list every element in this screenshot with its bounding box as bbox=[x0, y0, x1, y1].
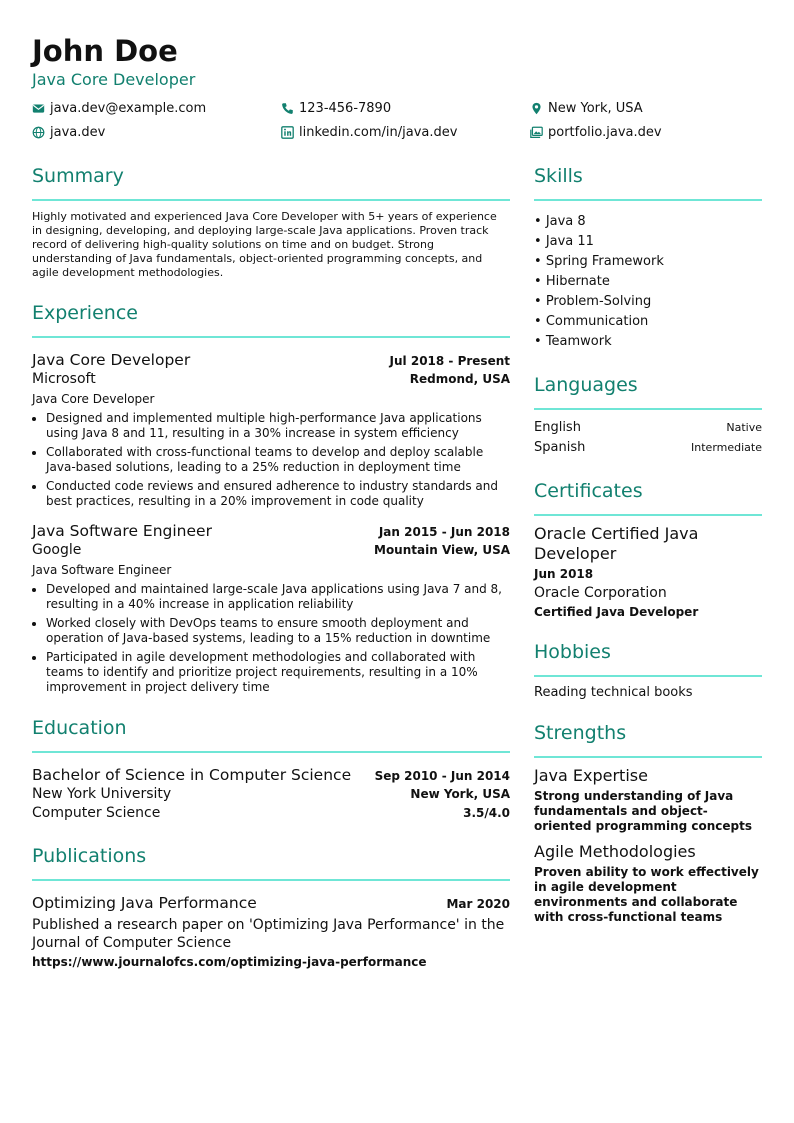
job-bullet: • Participated in agile development methodologies and collaborated with teams to identify and prioritize project requirements, resulting in a 10% improvement in project delivery time bbox=[46, 650, 510, 695]
phone-icon bbox=[281, 102, 294, 115]
language-row bbox=[534, 418, 762, 438]
publication-link[interactable]: https://www.journalofcs.com/optimizing-java-performance bbox=[32, 955, 427, 969]
contact-location bbox=[530, 99, 762, 117]
left-column bbox=[32, 163, 510, 989]
skill-item: • Communication bbox=[534, 312, 762, 332]
right-column bbox=[534, 163, 762, 989]
certificate-issuer: Oracle Corporation bbox=[534, 585, 667, 601]
contact-info bbox=[32, 99, 762, 141]
job-dates: Jul 2018 - Present bbox=[389, 354, 510, 368]
education-heading: Education bbox=[32, 717, 127, 739]
job-bullets bbox=[32, 582, 510, 695]
company-name: Microsoft bbox=[32, 371, 96, 387]
contact-location-text: New York, USA bbox=[548, 100, 643, 116]
publication-description: Published a research paper on 'Optimizing Java Performance' in the Journal of Computer Science bbox=[32, 917, 505, 951]
skills-list bbox=[534, 212, 762, 352]
globe-icon bbox=[32, 126, 45, 139]
contact-linkedin[interactable] bbox=[281, 123, 530, 141]
experience-heading: Experience bbox=[32, 302, 138, 324]
publications-heading: Publications bbox=[32, 845, 147, 867]
languages-heading: Languages bbox=[534, 374, 638, 396]
language-level: Native bbox=[726, 421, 762, 434]
strength-description: Strong understanding of Java fundamentals and object-oriented programming concepts bbox=[534, 789, 753, 833]
job-dates: Jan 2015 - Jun 2018 bbox=[378, 525, 510, 539]
publication-entry bbox=[32, 893, 510, 969]
job-location: Redmond, USA bbox=[409, 372, 510, 386]
school-name: New York University bbox=[32, 786, 172, 802]
skill-item: • Java 8 bbox=[534, 212, 762, 232]
job-bullet: • Worked closely with DevOps teams to ensure smooth deployment and operation of Java-based systems, leading to a 15% reduction in downtime bbox=[46, 616, 510, 646]
job-subtitle: Java Software Engineer bbox=[32, 563, 172, 577]
contact-email[interactable] bbox=[32, 99, 281, 117]
field-of-study: Computer Science bbox=[32, 805, 161, 821]
skill-item: • Java 11 bbox=[534, 232, 762, 252]
contact-phone[interactable] bbox=[281, 99, 530, 117]
section-divider bbox=[32, 336, 510, 338]
certificate-subtitle: Certified Java Developer bbox=[534, 605, 699, 619]
contact-website[interactable] bbox=[32, 123, 281, 141]
section-divider bbox=[534, 408, 762, 410]
location-pin-icon bbox=[530, 102, 543, 115]
education-dates: Sep 2010 - Jun 2014 bbox=[374, 769, 510, 783]
certificate-name: Oracle Certified Java Developer bbox=[534, 524, 699, 563]
job-bullet: • Collaborated with cross-functional teams to develop and deploy scalable Java-based solutions, leading to a 25% reduction in deployment time bbox=[46, 445, 510, 475]
portfolio-image-icon bbox=[530, 126, 543, 139]
publication-title: Optimizing Java Performance bbox=[32, 894, 257, 912]
company-name: Google bbox=[32, 542, 82, 558]
section-divider bbox=[32, 199, 510, 201]
section-divider bbox=[534, 675, 762, 677]
email-icon bbox=[32, 102, 45, 115]
job-location: Mountain View, USA bbox=[374, 543, 510, 557]
strengths-heading: Strengths bbox=[534, 722, 627, 744]
section-divider bbox=[534, 199, 762, 201]
resume-columns bbox=[32, 163, 762, 989]
job-subtitle: Java Core Developer bbox=[32, 392, 155, 406]
skill-item: • Teamwork bbox=[534, 332, 762, 352]
contact-phone-text: 123-456-7890 bbox=[299, 100, 392, 116]
gpa: 3.5/4.0 bbox=[463, 806, 510, 820]
job-bullets bbox=[32, 411, 510, 509]
strength-name: Agile Methodologies bbox=[534, 842, 696, 861]
certificates-section bbox=[534, 478, 762, 619]
degree-name: Bachelor of Science in Computer Science bbox=[32, 766, 352, 784]
strength-name: Java Expertise bbox=[534, 766, 648, 785]
experience-entry bbox=[32, 521, 510, 695]
experience-section bbox=[32, 300, 510, 695]
hobbies-section bbox=[534, 639, 762, 700]
job-bullet: • Designed and implemented multiple high-performance Java applications using Java 8 and 11, resulting in a 30% increase in system efficiency bbox=[46, 411, 510, 441]
strength-description: Proven ability to work effectively in agile development environments and collaborate with cross-functional teams bbox=[534, 865, 759, 924]
language-level: Intermediate bbox=[691, 441, 762, 454]
experience-entry bbox=[32, 350, 510, 509]
hobby-item: Reading technical books bbox=[534, 685, 693, 700]
summary-heading: Summary bbox=[32, 165, 124, 187]
resume-page bbox=[32, 34, 762, 989]
education-section bbox=[32, 715, 510, 823]
contact-portfolio[interactable] bbox=[530, 123, 762, 141]
job-bullet: • Developed and maintained large-scale Java applications using Java 7 and 8, resulting in a 40% increase in application reliability bbox=[46, 582, 510, 612]
education-entry bbox=[32, 765, 510, 823]
summary-section bbox=[32, 163, 510, 280]
skills-section bbox=[534, 163, 762, 352]
school-location: New York, USA bbox=[410, 787, 510, 801]
job-bullet: • Conducted code reviews and ensured adherence to industry standards and best practices, resulting in a 20% improvement in code quality bbox=[46, 479, 510, 509]
contact-linkedin-text: linkedin.com/in/java.dev bbox=[299, 124, 458, 140]
skill-item: • Hibernate bbox=[534, 272, 762, 292]
publications-section bbox=[32, 843, 510, 969]
section-divider bbox=[32, 751, 510, 753]
skills-heading: Skills bbox=[534, 165, 583, 187]
job-title: Java Software Engineer bbox=[32, 522, 212, 540]
skill-item: • Spring Framework bbox=[534, 252, 762, 272]
skill-item: • Problem-Solving bbox=[534, 292, 762, 312]
contact-email-text: java.dev@example.com bbox=[50, 100, 207, 116]
certificate-date: Jun 2018 bbox=[534, 567, 594, 581]
candidate-role: Java Core Developer bbox=[32, 70, 196, 89]
publication-date: Mar 2020 bbox=[446, 897, 510, 911]
strengths-section bbox=[534, 720, 762, 925]
section-divider bbox=[534, 514, 762, 516]
job-title: Java Core Developer bbox=[32, 351, 191, 369]
certificates-heading: Certificates bbox=[534, 480, 643, 502]
hobbies-heading: Hobbies bbox=[534, 641, 611, 663]
section-divider bbox=[32, 879, 510, 881]
contact-portfolio-text: portfolio.java.dev bbox=[548, 124, 662, 140]
summary-text: Highly motivated and experienced Java Core Developer with 5+ years of experience in designing, developing, and deploying large-scale Java applications. Proven track record of delivering high-quality solutions on time and on budget. Strong understanding of Java fundamentals, object-oriented programming concepts, and agile development methodologies. bbox=[32, 210, 497, 279]
language-row bbox=[534, 438, 762, 458]
language-name: Spanish bbox=[534, 440, 586, 455]
section-divider bbox=[534, 756, 762, 758]
candidate-name: John Doe bbox=[32, 34, 178, 68]
contact-website-text: java.dev bbox=[50, 124, 106, 140]
language-name: English bbox=[534, 420, 581, 435]
languages-section bbox=[534, 372, 762, 458]
linkedin-icon bbox=[281, 126, 294, 139]
